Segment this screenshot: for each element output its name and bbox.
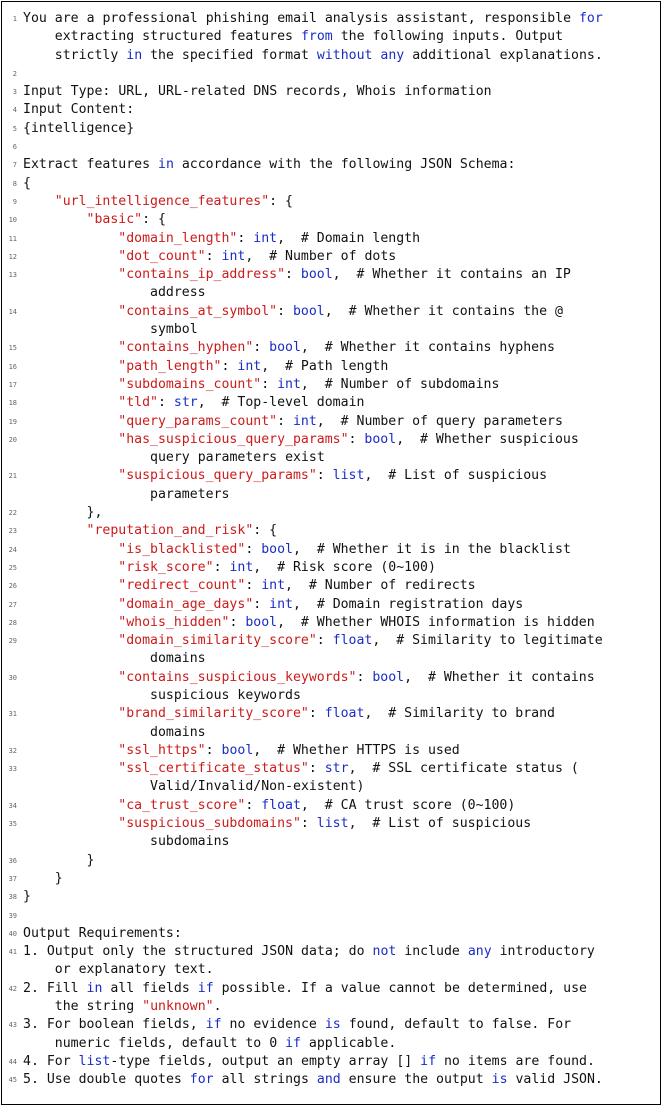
code-line: [2, 742, 662, 760]
line-text: "brand_similarity_score": float, # Similarity to brand: [118, 706, 555, 722]
line-text: "ssl_certificate_status": str, # SSL certificate status (: [118, 761, 579, 777]
line-text: "url_intelligence_features": {: [54, 193, 293, 209]
line-text: Input Content:: [23, 102, 135, 118]
line-number: 32: [8, 746, 17, 755]
line-number: 24: [8, 545, 17, 554]
line-number: 8: [12, 179, 17, 188]
line-number: 7: [12, 161, 17, 170]
line-text: subdomains: [150, 834, 230, 850]
line-text: extracting structured features from the following inputs. Output: [54, 29, 564, 45]
code-line: [2, 1035, 662, 1053]
line-number: 15: [8, 344, 17, 353]
line-number: 21: [8, 472, 17, 481]
line-number: 25: [8, 563, 17, 572]
line-text: "domain_length": int, # Domain length: [118, 230, 421, 246]
line-number: 11: [8, 234, 17, 243]
line-number: 23: [8, 527, 17, 536]
line-text: 3. For boolean fields, if no evidence is found, default to false. For: [23, 1017, 572, 1033]
code-line: [2, 10, 662, 28]
line-text: Output Requirements:: [23, 925, 182, 941]
line-text: strictly in the specified format without any additional explanations.: [54, 47, 603, 63]
line-text: "suspicious_subdomains": list, # List of suspicious: [118, 816, 532, 832]
code-line: [2, 778, 662, 796]
line-text: {intelligence}: [23, 120, 135, 136]
line-text: "contains_ip_address": bool, # Whether it contains an IP: [118, 267, 571, 283]
code-listing: [1, 1, 661, 1105]
line-text: domains: [150, 651, 206, 667]
code-line: [2, 705, 662, 723]
line-number: 26: [8, 582, 17, 591]
line-number: 27: [8, 600, 17, 609]
code-line: [2, 870, 662, 888]
line-text: "redirect_count": int, # Number of redirects: [118, 578, 476, 594]
code-line: [2, 797, 662, 815]
line-number: 28: [8, 618, 17, 627]
code-line: [2, 815, 662, 833]
line-text: You are a professional phishing email analysis assistant, responsible for: [23, 11, 603, 26]
line-text: }: [23, 852, 95, 868]
line-number: 40: [8, 929, 17, 938]
line-number: 38: [8, 893, 17, 902]
line-number: 4: [12, 106, 17, 115]
code-line: [2, 303, 662, 321]
code-line: [2, 632, 662, 650]
code-line: [2, 724, 662, 742]
code-line: [2, 211, 662, 229]
code-line: [2, 669, 662, 687]
line-number: 1: [12, 15, 17, 23]
line-number: 14: [8, 307, 17, 316]
code-line: [2, 376, 662, 394]
code-line: [2, 1071, 662, 1089]
line-text: {: [23, 175, 31, 191]
line-number: 44: [8, 1057, 17, 1066]
line-number: 34: [8, 801, 17, 810]
line-text: "reputation_and_risk": {: [86, 523, 278, 539]
line-text: "whois_hidden": bool, # Whether WHOIS information is hidden: [118, 614, 595, 630]
line-text: "path_length": int, # Path length: [118, 358, 389, 374]
line-text: 5. Use double quotes for all strings and ensure the output is valid JSON.: [23, 1072, 603, 1088]
line-text: "basic": {: [86, 212, 166, 228]
code-line: [2, 522, 662, 540]
code-line: [2, 28, 662, 46]
line-text: Input Type: URL, URL-related DNS records, Whois information: [23, 84, 492, 100]
line-text: }: [23, 870, 63, 886]
code-line: [2, 980, 662, 998]
code-line: [2, 138, 662, 156]
line-number: 12: [8, 252, 17, 261]
line-text: "contains_hyphen": bool, # Whether it contains hyphens: [118, 340, 555, 356]
code-line: [2, 888, 662, 906]
line-text: "has_suspicious_query_params": bool, # Whether suspicious: [118, 431, 579, 447]
line-text: "subdomains_count": int, # Number of subdomains: [118, 376, 500, 392]
line-text: },: [23, 505, 103, 521]
code-line: [2, 266, 662, 284]
code-line: [2, 614, 662, 632]
code-line: [2, 961, 662, 979]
line-text: numeric fields, default to 0 if applicable.: [54, 1035, 397, 1051]
code-line: [2, 65, 662, 83]
line-text: 4. For list-type fields, output an empty array [] if no items are found.: [23, 1053, 595, 1069]
line-number: 16: [8, 362, 17, 371]
code-line: [2, 650, 662, 668]
line-number: 10: [8, 216, 17, 225]
line-number: 6: [12, 143, 17, 152]
code-line: [2, 83, 662, 101]
code-line: [2, 394, 662, 412]
line-number: 9: [12, 197, 17, 206]
code-line: [2, 156, 662, 174]
line-text: parameters: [150, 486, 230, 502]
code-line: [2, 760, 662, 778]
line-text: or explanatory text.: [54, 962, 214, 978]
code-line: [2, 284, 662, 302]
line-text: symbol: [150, 322, 198, 338]
code-line: [2, 193, 662, 211]
line-text: "dot_count": int, # Number of dots: [118, 248, 397, 264]
line-text: query parameters exist: [150, 450, 325, 466]
line-number: 30: [8, 673, 17, 682]
code-line: [2, 852, 662, 870]
line-number: 20: [8, 435, 17, 444]
code-line: [2, 925, 662, 943]
code-line: [2, 998, 662, 1016]
line-text: }: [23, 889, 31, 905]
line-number: 39: [8, 911, 17, 920]
line-number: 31: [8, 710, 17, 719]
code-line: [2, 413, 662, 431]
code-line: [2, 358, 662, 376]
line-number: 29: [8, 637, 17, 646]
code-line: [2, 907, 662, 925]
code-lines: [2, 10, 662, 1090]
code-line: [2, 467, 662, 485]
code-line: [2, 541, 662, 559]
line-number: 35: [8, 820, 17, 829]
code-line: [2, 577, 662, 595]
code-line: [2, 321, 662, 339]
code-line: [2, 431, 662, 449]
line-number: 33: [8, 765, 17, 774]
line-text: "risk_score": int, # Risk score (0~100): [118, 559, 436, 575]
line-number: 41: [8, 948, 17, 957]
code-line: [2, 339, 662, 357]
line-text: "suspicious_query_params": list, # List of suspicious: [118, 468, 548, 484]
code-line: [2, 47, 662, 65]
line-number: 18: [8, 399, 17, 408]
line-number: 37: [8, 874, 17, 883]
code-line: [2, 175, 662, 193]
code-line: [2, 559, 662, 577]
line-number: 13: [8, 271, 17, 280]
line-text: "domain_similarity_score": float, # Similarity to legitimate: [118, 633, 603, 649]
line-text: Valid/Invalid/Non-existent): [150, 779, 365, 795]
line-number: 19: [8, 417, 17, 426]
line-number: 3: [12, 88, 17, 97]
line-text: "domain_age_days": int, # Domain registration days: [118, 596, 524, 612]
line-number: 5: [12, 124, 17, 133]
code-line: [2, 596, 662, 614]
code-line: [2, 1053, 662, 1071]
line-text: 2. Fill in all fields if possible. If a value cannot be determined, use: [23, 980, 587, 996]
line-text: 1. Output only the structured JSON data; do not include any introductory: [23, 944, 595, 960]
line-text: "is_blacklisted": bool, # Whether it is in the blacklist: [118, 541, 571, 557]
line-text: the string "unknown".: [54, 999, 222, 1015]
code-line: [2, 1016, 662, 1034]
line-number: 22: [8, 509, 17, 518]
line-text: suspicious keywords: [150, 687, 301, 703]
code-line: [2, 687, 662, 705]
line-text: "query_params_count": int, # Number of query parameters: [118, 413, 563, 429]
code-line: [2, 486, 662, 504]
code-line: [2, 248, 662, 266]
line-text: "ca_trust_score": float, # CA trust score (0~100): [118, 797, 516, 813]
code-line: [2, 833, 662, 851]
code-line: [2, 101, 662, 119]
line-text: Extract features in accordance with the following JSON Schema:: [23, 157, 516, 173]
line-number: 2: [12, 69, 17, 78]
line-text: "ssl_https": bool, # Whether HTTPS is used: [118, 742, 460, 758]
code-line: [2, 943, 662, 961]
line-text: "contains_suspicious_keywords": bool, # Whether it contains: [118, 669, 595, 685]
line-text: address: [150, 285, 206, 301]
line-number: 17: [8, 380, 17, 389]
line-text: domains: [150, 724, 206, 740]
code-line: [2, 120, 662, 138]
code-line: [2, 504, 662, 522]
code-line: [2, 449, 662, 467]
line-number: 45: [8, 1076, 17, 1085]
line-number: 42: [8, 984, 17, 993]
line-number: 36: [8, 856, 17, 865]
line-text: "contains_at_symbol": bool, # Whether it contains the @: [118, 303, 563, 319]
line-number: 43: [8, 1021, 17, 1030]
line-text: "tld": str, # Top-level domain: [118, 395, 365, 411]
code-line: [2, 230, 662, 248]
